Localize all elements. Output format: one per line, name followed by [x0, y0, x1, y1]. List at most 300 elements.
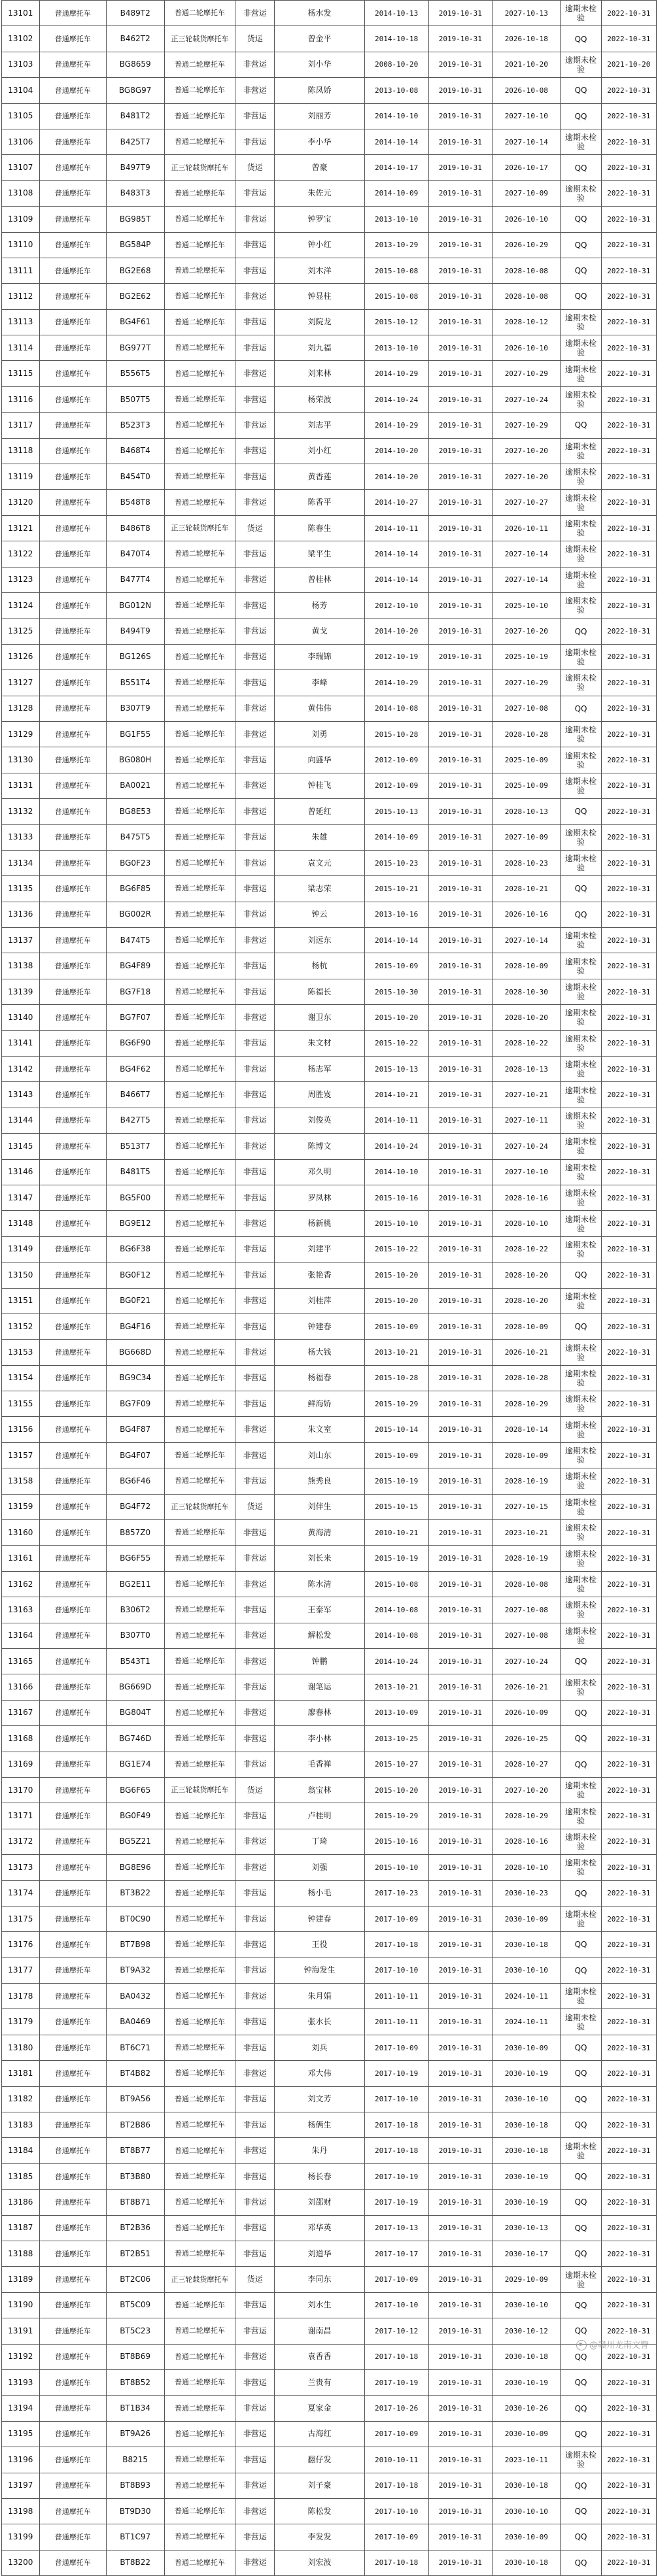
- table-row: [2, 670, 657, 696]
- cell-plate: B481T5: [106, 1159, 164, 1185]
- cell-usage: 非营运: [235, 1674, 275, 1700]
- cell-vehicle-type: 普通摩托车: [39, 2421, 106, 2447]
- table-row: [2, 1468, 657, 1494]
- cell-model: 普通二轮摩托车: [164, 979, 235, 1004]
- cell-plate: BT8B77: [106, 2138, 164, 2163]
- cell-scrap-date: 2027-10-10: [493, 103, 561, 129]
- cell-inspect-date: 2019-10-31: [428, 2447, 493, 2473]
- cell-inspect-date: 2019-10-31: [428, 180, 493, 206]
- cell-valid-until: 2022-10-31: [601, 438, 656, 464]
- cell-seq: 13155: [2, 1391, 40, 1417]
- cell-vehicle-type: 普通摩托车: [39, 850, 106, 875]
- cell-inspect-date: 2019-10-31: [428, 2473, 493, 2498]
- cell-scrap-date: 2030-10-23: [493, 1880, 561, 1906]
- cell-seq: 13143: [2, 1082, 40, 1108]
- cell-plate: BT5C23: [106, 2318, 164, 2344]
- table-row: [2, 2421, 657, 2447]
- cell-seq: 13167: [2, 1700, 40, 1725]
- cell-scrap-date: 2028-10-19: [493, 1546, 561, 1571]
- cell-usage: 非营运: [235, 1571, 275, 1597]
- table-row: [2, 2369, 657, 2395]
- cell-seq: 13153: [2, 1340, 40, 1365]
- table-row: [2, 1623, 657, 1648]
- cell-model: 普通二轮摩托车: [164, 2009, 235, 2035]
- cell-plate: BG6F38: [106, 1236, 164, 1262]
- cell-reg-date: 2013-10-29: [364, 232, 428, 258]
- cell-vehicle-type: 普通摩托车: [39, 1520, 106, 1546]
- table-row: [2, 953, 657, 979]
- cell-plate: BG6F46: [106, 1468, 164, 1494]
- cell-reg-date: 2013-10-16: [364, 902, 428, 927]
- cell-scrap-date: 2026-10-29: [493, 232, 561, 258]
- cell-valid-until: 2022-10-31: [601, 2241, 656, 2266]
- cell-usage: 非营运: [235, 1700, 275, 1725]
- cell-seq: 13198: [2, 2498, 40, 2524]
- cell-inspect-date: 2019-10-31: [428, 1829, 493, 1854]
- cell-seq: 13189: [2, 2267, 40, 2292]
- cell-status: 逾期未检验: [561, 1597, 601, 1623]
- cell-usage: 非营运: [235, 2447, 275, 2473]
- cell-seq: 13108: [2, 180, 40, 206]
- cell-valid-until: 2022-10-31: [601, 1417, 656, 1442]
- cell-valid-until: 2022-10-31: [601, 1134, 656, 1159]
- cell-vehicle-type: 普通摩托车: [39, 1623, 106, 1648]
- cell-model: 普通二轮摩托车: [164, 2396, 235, 2421]
- cell-inspect-date: 2019-10-31: [428, 773, 493, 798]
- cell-model: 普通二轮摩托车: [164, 1623, 235, 1648]
- cell-plate: B462T2: [106, 26, 164, 52]
- cell-model: 正三轮载货摩托车: [164, 155, 235, 180]
- cell-reg-date: 2015-10-09: [364, 1313, 428, 1339]
- table-row: [2, 850, 657, 875]
- cell-usage: 非营运: [235, 232, 275, 258]
- cell-vehicle-type: 普通摩托车: [39, 1932, 106, 1957]
- cell-seq: 13141: [2, 1030, 40, 1056]
- cell-plate: BG584P: [106, 232, 164, 258]
- cell-valid-until: 2022-10-31: [601, 1057, 656, 1082]
- cell-seq: 13171: [2, 1803, 40, 1829]
- cell-seq: 13164: [2, 1623, 40, 1648]
- cell-inspect-date: 2019-10-31: [428, 413, 493, 438]
- table-row: [2, 773, 657, 798]
- cell-scrap-date: 2027-10-14: [493, 541, 561, 567]
- cell-model: 普通二轮摩托车: [164, 1005, 235, 1030]
- cell-usage: 非营运: [235, 1520, 275, 1546]
- cell-reg-date: 2011-10-11: [364, 2009, 428, 2035]
- table-row: [2, 1082, 657, 1108]
- cell-seq: 13146: [2, 1159, 40, 1185]
- cell-plate: B523T3: [106, 413, 164, 438]
- cell-status: QQ: [561, 2473, 601, 2498]
- cell-inspect-date: 2019-10-31: [428, 2344, 493, 2369]
- cell-plate: BG7F18: [106, 979, 164, 1004]
- cell-usage: 非营运: [235, 644, 275, 669]
- cell-scrap-date: 2026-10-10: [493, 335, 561, 361]
- cell-seq: 13147: [2, 1185, 40, 1210]
- cell-status: 逾期未检验: [561, 1185, 601, 1210]
- cell-vehicle-type: 普通摩托车: [39, 1263, 106, 1288]
- cell-vehicle-type: 普通摩托车: [39, 1880, 106, 1906]
- cell-model: 普通二轮摩托车: [164, 1880, 235, 1906]
- cell-reg-date: 2017-10-09: [364, 2524, 428, 2550]
- table-row: [2, 2318, 657, 2344]
- cell-reg-date: 2017-10-18: [364, 2344, 428, 2369]
- cell-valid-until: 2022-10-31: [601, 2498, 656, 2524]
- cell-vehicle-type: 普通摩托车: [39, 1082, 106, 1108]
- cell-owner: 杨小毛: [275, 1880, 365, 1906]
- cell-plate: B486T8: [106, 515, 164, 541]
- cell-vehicle-type: 普通摩托车: [39, 1030, 106, 1056]
- cell-plate: BG4F07: [106, 1442, 164, 1468]
- table-row: [2, 2009, 657, 2035]
- cell-usage: 非营运: [235, 1726, 275, 1752]
- cell-seq: 13174: [2, 1880, 40, 1906]
- cell-scrap-date: 2030-10-10: [493, 2292, 561, 2318]
- cell-plate: BG5Z21: [106, 1829, 164, 1854]
- table-row: [2, 386, 657, 412]
- cell-seq: 13131: [2, 773, 40, 798]
- cell-model: 普通二轮摩托车: [164, 1752, 235, 1777]
- cell-status: 逾期未检验: [561, 1005, 601, 1030]
- table-row: [2, 1340, 657, 1365]
- cell-plate: BG2E68: [106, 258, 164, 283]
- cell-model: 普通二轮摩托车: [164, 2447, 235, 2473]
- cell-usage: 非营运: [235, 1030, 275, 1056]
- cell-vehicle-type: 普通摩托车: [39, 1700, 106, 1725]
- cell-model: 普通二轮摩托车: [164, 1597, 235, 1623]
- cell-model: 普通二轮摩托车: [164, 1546, 235, 1571]
- cell-usage: 非营运: [235, 78, 275, 103]
- cell-plate: BT0C90: [106, 1906, 164, 1931]
- cell-plate: BT3B22: [106, 1880, 164, 1906]
- table-row: [2, 2396, 657, 2421]
- cell-inspect-date: 2019-10-31: [428, 1, 493, 26]
- cell-vehicle-type: 普通摩托车: [39, 1468, 106, 1494]
- cell-owner: 黄香莲: [275, 464, 365, 490]
- cell-valid-until: 2022-10-31: [601, 335, 656, 361]
- cell-vehicle-type: 普通摩托车: [39, 1340, 106, 1365]
- cell-reg-date: 2017-10-09: [364, 1906, 428, 1931]
- cell-inspect-date: 2019-10-31: [428, 1546, 493, 1571]
- cell-owner: 钟建春: [275, 1906, 365, 1931]
- cell-usage: 非营运: [235, 592, 275, 618]
- cell-seq: 13151: [2, 1288, 40, 1313]
- cell-seq: 13179: [2, 2009, 40, 2035]
- watermark-text: @赣州龙南交警: [589, 2340, 649, 2350]
- cell-reg-date: 2013-10-21: [364, 1340, 428, 1365]
- cell-reg-date: 2014-10-24: [364, 386, 428, 412]
- cell-valid-until: 2022-10-31: [601, 2421, 656, 2447]
- cell-plate: B513T7: [106, 1134, 164, 1159]
- cell-status: 逾期未检验: [561, 1546, 601, 1571]
- cell-status: QQ: [561, 799, 601, 824]
- cell-model: 普通二轮摩托车: [164, 670, 235, 696]
- cell-owner: 翁宝林: [275, 1777, 365, 1803]
- table-row: [2, 696, 657, 721]
- cell-reg-date: 2014-10-08: [364, 1597, 428, 1623]
- cell-plate: BA0469: [106, 2009, 164, 2035]
- cell-inspect-date: 2019-10-31: [428, 1623, 493, 1648]
- cell-reg-date: 2017-10-12: [364, 2318, 428, 2344]
- cell-usage: 非营运: [235, 1855, 275, 1880]
- cell-inspect-date: 2019-10-31: [428, 1185, 493, 1210]
- cell-model: 普通二轮摩托车: [164, 1674, 235, 1700]
- cell-scrap-date: 2023-10-11: [493, 2447, 561, 2473]
- cell-usage: 非营运: [235, 902, 275, 927]
- cell-vehicle-type: 普通摩托车: [39, 180, 106, 206]
- cell-seq: 13181: [2, 2061, 40, 2086]
- cell-valid-until: 2022-10-31: [601, 1700, 656, 1725]
- cell-scrap-date: 2028-10-08: [493, 258, 561, 283]
- table-row: [2, 979, 657, 1004]
- cell-model: 普通二轮摩托车: [164, 1236, 235, 1262]
- cell-seq: 13185: [2, 2163, 40, 2189]
- table-row: [2, 1391, 657, 1417]
- cell-owner: 谢南昌: [275, 2318, 365, 2344]
- cell-valid-until: 2022-10-31: [601, 232, 656, 258]
- cell-seq: 13188: [2, 2241, 40, 2266]
- table-row: [2, 258, 657, 283]
- cell-plate: BT8B22: [106, 2550, 164, 2575]
- cell-seq: 13156: [2, 1417, 40, 1442]
- table-row: [2, 2061, 657, 2086]
- cell-plate: B474T5: [106, 928, 164, 953]
- cell-seq: 13104: [2, 78, 40, 103]
- cell-scrap-date: 2028-10-28: [493, 721, 561, 747]
- cell-valid-until: 2022-10-31: [601, 902, 656, 927]
- cell-usage: 非营运: [235, 2292, 275, 2318]
- cell-scrap-date: 2024-10-11: [493, 1984, 561, 2009]
- cell-model: 普通二轮摩托车: [164, 619, 235, 644]
- cell-status: QQ: [561, 2550, 601, 2575]
- cell-seq: 13177: [2, 1957, 40, 1983]
- cell-inspect-date: 2019-10-31: [428, 1803, 493, 1829]
- cell-seq: 13136: [2, 902, 40, 927]
- cell-inspect-date: 2019-10-31: [428, 1313, 493, 1339]
- cell-status: QQ: [561, 1932, 601, 1957]
- cell-inspect-date: 2019-10-31: [428, 567, 493, 592]
- table-row: [2, 1288, 657, 1313]
- cell-inspect-date: 2019-10-31: [428, 1777, 493, 1803]
- cell-reg-date: 2017-10-10: [364, 2292, 428, 2318]
- cell-vehicle-type: 普通摩托车: [39, 1546, 106, 1571]
- cell-plate: BG977T: [106, 335, 164, 361]
- cell-scrap-date: 2027-10-08: [493, 1597, 561, 1623]
- cell-scrap-date: 2028-10-10: [493, 1211, 561, 1236]
- cell-usage: 非营运: [235, 1546, 275, 1571]
- cell-reg-date: 2015-10-20: [364, 1777, 428, 1803]
- cell-scrap-date: 2028-10-09: [493, 1313, 561, 1339]
- cell-usage: 货运: [235, 515, 275, 541]
- cell-scrap-date: 2028-10-28: [493, 1365, 561, 1391]
- cell-vehicle-type: 普通摩托车: [39, 902, 106, 927]
- cell-owner: 王役: [275, 1932, 365, 1957]
- cell-model: 普通二轮摩托车: [164, 464, 235, 490]
- table-row: [2, 1906, 657, 1931]
- cell-valid-until: 2022-10-31: [601, 644, 656, 669]
- cell-status: QQ: [561, 1752, 601, 1777]
- cell-owner: 毛香禅: [275, 1752, 365, 1777]
- cell-status: QQ: [561, 2421, 601, 2447]
- cell-vehicle-type: 普通摩托车: [39, 2163, 106, 2189]
- cell-scrap-date: 2028-10-27: [493, 1752, 561, 1777]
- cell-seq: 13176: [2, 1932, 40, 1957]
- cell-valid-until: 2022-10-31: [601, 1571, 656, 1597]
- cell-status: 逾期未检验: [561, 979, 601, 1004]
- cell-seq: 13107: [2, 155, 40, 180]
- cell-reg-date: 2017-10-18: [364, 2550, 428, 2575]
- cell-status: QQ: [561, 1726, 601, 1752]
- cell-reg-date: 2014-10-29: [364, 413, 428, 438]
- cell-status: QQ: [561, 1880, 601, 1906]
- cell-scrap-date: 2025-10-09: [493, 773, 561, 798]
- cell-reg-date: 2015-10-21: [364, 876, 428, 902]
- cell-valid-until: 2022-10-31: [601, 2086, 656, 2112]
- cell-inspect-date: 2019-10-31: [428, 541, 493, 567]
- cell-valid-until: 2022-10-31: [601, 1313, 656, 1339]
- cell-inspect-date: 2019-10-31: [428, 644, 493, 669]
- cell-inspect-date: 2019-10-31: [428, 824, 493, 850]
- cell-valid-until: 2022-10-31: [601, 2396, 656, 2421]
- cell-inspect-date: 2019-10-31: [428, 1726, 493, 1752]
- cell-seq: 13163: [2, 1597, 40, 1623]
- cell-valid-until: 2022-10-31: [601, 2061, 656, 2086]
- cell-owner: 卢桂明: [275, 1803, 365, 1829]
- cell-plate: BG5F00: [106, 1185, 164, 1210]
- cell-status: 逾期未检验: [561, 953, 601, 979]
- cell-reg-date: 2014-10-08: [364, 1623, 428, 1648]
- cell-inspect-date: 2019-10-31: [428, 1906, 493, 1931]
- cell-scrap-date: 2027-10-20: [493, 1777, 561, 1803]
- cell-model: 普通二轮摩托车: [164, 1468, 235, 1494]
- cell-inspect-date: 2019-10-31: [428, 284, 493, 309]
- cell-usage: 非营运: [235, 1288, 275, 1313]
- cell-vehicle-type: 普通摩托车: [39, 876, 106, 902]
- cell-inspect-date: 2019-10-31: [428, 747, 493, 773]
- cell-status: 逾期未检验: [561, 1, 601, 26]
- cell-valid-until: 2022-10-31: [601, 1880, 656, 1906]
- cell-status: 逾期未检验: [561, 1984, 601, 2009]
- table-row: [2, 1108, 657, 1133]
- cell-vehicle-type: 普通摩托车: [39, 386, 106, 412]
- cell-model: 普通二轮摩托车: [164, 2215, 235, 2241]
- cell-reg-date: 2015-10-22: [364, 1030, 428, 1056]
- cell-seq: 13158: [2, 1468, 40, 1494]
- cell-reg-date: 2015-10-16: [364, 1829, 428, 1854]
- cell-inspect-date: 2019-10-31: [428, 2086, 493, 2112]
- cell-plate: BT9A32: [106, 1957, 164, 1983]
- cell-reg-date: 2013-10-08: [364, 78, 428, 103]
- table-row: [2, 1, 657, 26]
- cell-owner: 刘木洋: [275, 258, 365, 283]
- cell-reg-date: 2014-10-21: [364, 1082, 428, 1108]
- cell-usage: 非营运: [235, 103, 275, 129]
- cell-status: QQ: [561, 1700, 601, 1725]
- cell-plate: B551T4: [106, 670, 164, 696]
- cell-seq: 13122: [2, 541, 40, 567]
- cell-reg-date: 2014-10-24: [364, 1134, 428, 1159]
- cell-scrap-date: 2027-10-24: [493, 1134, 561, 1159]
- cell-vehicle-type: 普通摩托车: [39, 1391, 106, 1417]
- cell-scrap-date: 2030-10-19: [493, 2369, 561, 2395]
- cell-plate: BG669D: [106, 1674, 164, 1700]
- cell-owner: 梁平生: [275, 541, 365, 567]
- table-row: [2, 2473, 657, 2498]
- cell-inspect-date: 2019-10-31: [428, 2138, 493, 2163]
- cell-reg-date: 2015-10-20: [364, 1005, 428, 1030]
- cell-usage: 非营运: [235, 1468, 275, 1494]
- cell-plate: BG6F90: [106, 1030, 164, 1056]
- cell-scrap-date: 2027-10-15: [493, 1494, 561, 1519]
- cell-status: 逾期未检验: [561, 1134, 601, 1159]
- cell-model: 普通二轮摩托车: [164, 1649, 235, 1674]
- cell-status: 逾期未检验: [561, 1468, 601, 1494]
- cell-plate: BT8B93: [106, 2473, 164, 2498]
- table-row: [2, 567, 657, 592]
- cell-valid-until: 2022-10-31: [601, 78, 656, 103]
- cell-usage: 非营运: [235, 309, 275, 335]
- cell-status: QQ: [561, 258, 601, 283]
- cell-inspect-date: 2019-10-31: [428, 1984, 493, 2009]
- cell-vehicle-type: 普通摩托车: [39, 928, 106, 953]
- cell-seq: 13110: [2, 232, 40, 258]
- cell-valid-until: 2022-10-31: [601, 2267, 656, 2292]
- cell-reg-date: 2015-10-20: [364, 1288, 428, 1313]
- cell-valid-until: 2022-10-31: [601, 1340, 656, 1365]
- cell-valid-until: 2022-10-31: [601, 1030, 656, 1056]
- cell-seq: 13121: [2, 515, 40, 541]
- cell-owner: 熊秀良: [275, 1468, 365, 1494]
- cell-inspect-date: 2019-10-31: [428, 103, 493, 129]
- table-row: [2, 1005, 657, 1030]
- cell-model: 普通二轮摩托车: [164, 1340, 235, 1365]
- cell-plate: BT3B80: [106, 2163, 164, 2189]
- cell-valid-until: 2022-10-31: [601, 1185, 656, 1210]
- cell-inspect-date: 2019-10-31: [428, 464, 493, 490]
- cell-scrap-date: 2027-10-27: [493, 490, 561, 515]
- table-row: [2, 1726, 657, 1752]
- cell-owner: 邓华英: [275, 2215, 365, 2241]
- cell-status: QQ: [561, 2112, 601, 2138]
- cell-vehicle-type: 普通摩托车: [39, 515, 106, 541]
- cell-scrap-date: 2030-10-17: [493, 2241, 561, 2266]
- cell-seq: 13115: [2, 361, 40, 386]
- cell-status: QQ: [561, 207, 601, 232]
- cell-reg-date: 2017-10-09: [364, 2267, 428, 2292]
- cell-plate: BG8E53: [106, 799, 164, 824]
- cell-seq: 13149: [2, 1236, 40, 1262]
- cell-model: 普通二轮摩托车: [164, 799, 235, 824]
- cell-seq: 13140: [2, 1005, 40, 1030]
- cell-vehicle-type: 普通摩托车: [39, 26, 106, 52]
- cell-seq: 13128: [2, 696, 40, 721]
- cell-usage: 非营运: [235, 386, 275, 412]
- table-row: [2, 438, 657, 464]
- cell-scrap-date: 2028-10-08: [493, 1571, 561, 1597]
- cell-inspect-date: 2019-10-31: [428, 2112, 493, 2138]
- cell-seq: 13172: [2, 1829, 40, 1854]
- table-row: [2, 180, 657, 206]
- cell-inspect-date: 2019-10-31: [428, 1417, 493, 1442]
- cell-inspect-date: 2019-10-31: [428, 1391, 493, 1417]
- cell-model: 普通二轮摩托车: [164, 258, 235, 283]
- cell-model: 普通二轮摩托车: [164, 1391, 235, 1417]
- cell-model: 普通二轮摩托车: [164, 78, 235, 103]
- table-row: [2, 2524, 657, 2550]
- cell-inspect-date: 2019-10-31: [428, 1159, 493, 1185]
- cell-vehicle-type: 普通摩托车: [39, 1365, 106, 1391]
- cell-usage: 货运: [235, 26, 275, 52]
